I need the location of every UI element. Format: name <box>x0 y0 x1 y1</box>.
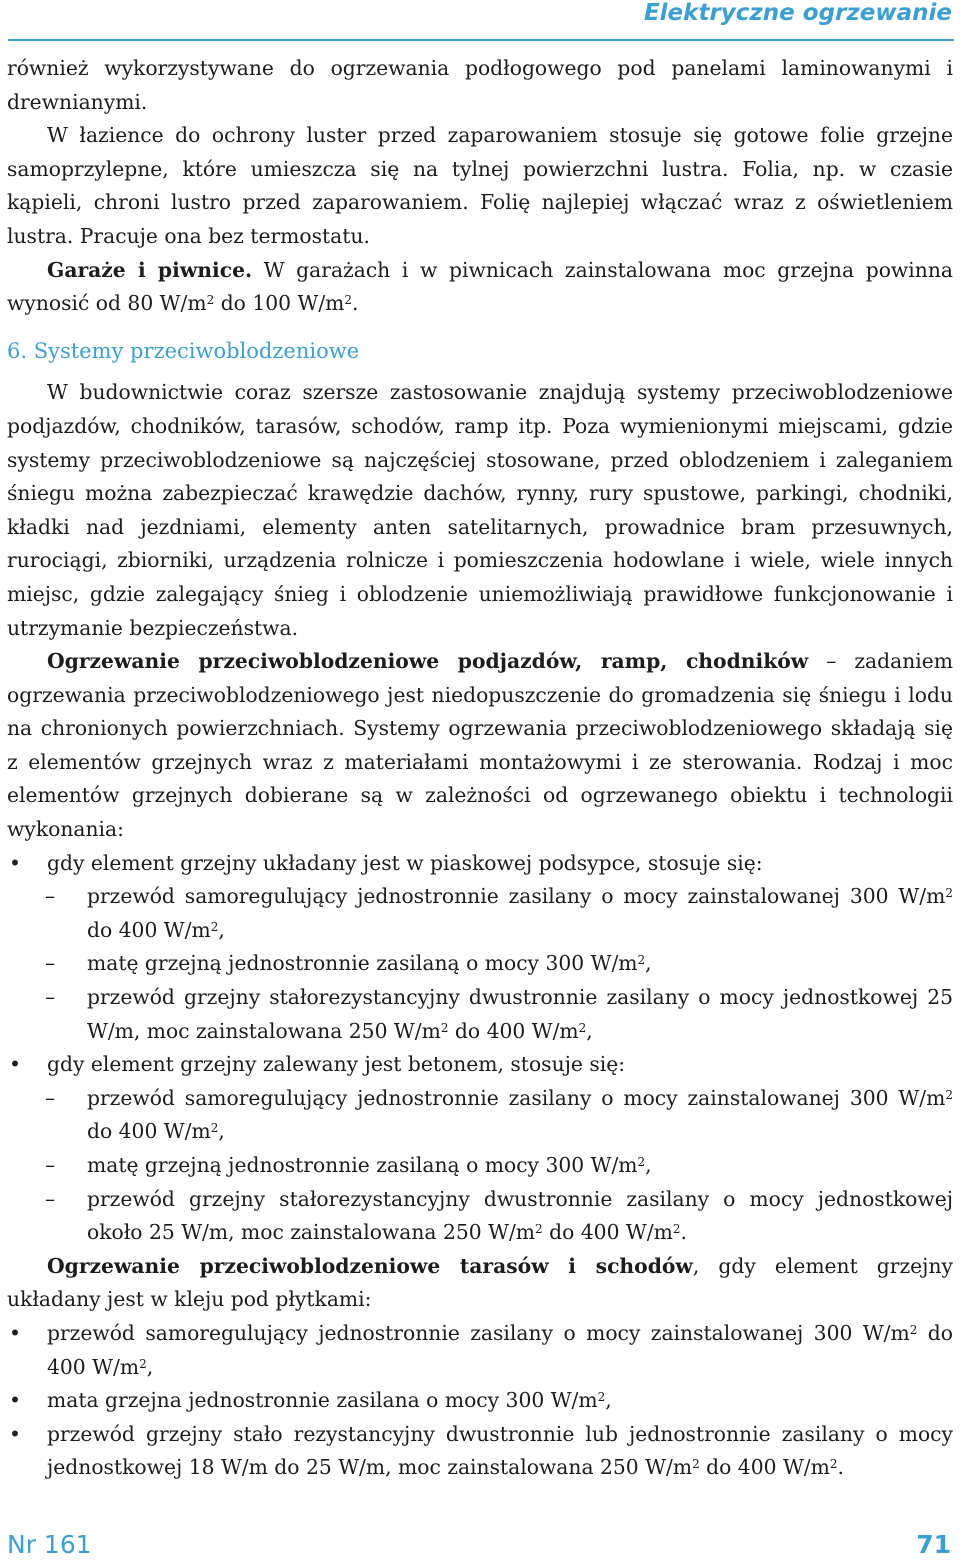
list-subitem <box>7 981 953 1048</box>
text: przewód samoregulujący jednostronnie zasilany o mocy zainstalowanej 300 W/m <box>87 884 946 909</box>
run-in-heading: Garaże i piwnice. <box>47 257 253 282</box>
text: gdy element grzejny układany jest w piaskowej podsypce, stosuje się: <box>47 850 763 875</box>
superscript: 2 <box>909 1322 918 1337</box>
superscript: 2 <box>945 886 953 901</box>
bullet-list <box>7 1317 953 1485</box>
text: przewód grzejny stałorezystancyjny dwustronnie zasilany o mocy jednostkowej około 25 W/m, moc zainstalowana 250 W/m <box>87 1186 953 1245</box>
list-item <box>7 847 953 881</box>
list-subitem <box>7 947 953 981</box>
list-item <box>7 1418 953 1485</box>
text: – zadaniem ogrzewania przeciwoblodzeniowego jest niedopuszczenie do gromadzenia się śniegu i lodu na chronionych powierzchniach. Systemy ogrzewania przeciwoblodzeniowego składają się z elementów grzejnych wraz z materiałami montażowymi i ze sterowania. Rodzaj i moc elementów grzejnych dobierane są w zależności od ogrzewanego obiektu i technologii wykonania: <box>7 649 953 842</box>
list-subitem <box>7 1183 953 1250</box>
text: . <box>680 1220 687 1245</box>
list-subitem <box>7 1082 953 1149</box>
text: matę grzejną jednostronnie zasilaną o mocy 300 W/m <box>87 1153 638 1177</box>
superscript: 2 <box>210 919 219 934</box>
text: przewód grzejny stałorezystancyjny dwustronnie zasilany o mocy jednostkowej 25 W/m, moc zainstalowana 250 W/m <box>87 985 953 1043</box>
superscript: 2 <box>672 1222 681 1237</box>
paragraph-garages <box>7 254 953 321</box>
text: , <box>605 1388 612 1413</box>
text: , <box>218 1119 225 1144</box>
text: . <box>837 1455 844 1480</box>
text: do 400 W/m <box>87 1119 211 1144</box>
superscript: 2 <box>210 1121 219 1136</box>
superscript: 2 <box>637 953 646 968</box>
paragraph-terraces <box>7 1250 953 1317</box>
text: do 400 W/m <box>47 1320 953 1379</box>
run-in-heading: Ogrzewanie przeciwoblodzeniowe podjazdów, ramp, chodników <box>47 649 809 674</box>
text: W garażach i w piwnicach zainstalowana moc grzejna powinna wynosić od 80 W/m <box>7 257 953 316</box>
text: , <box>586 1018 593 1043</box>
superscript: 2 <box>206 293 215 308</box>
text: przewód samoregulujący jednostronnie zasilany o mocy zainstalowanej 300 W/m <box>47 1320 910 1345</box>
text: . <box>352 291 359 316</box>
list-item <box>7 1384 953 1418</box>
text: , <box>218 917 225 942</box>
text: , gdy element grzejny układany jest w kleju pod płytkami: <box>7 1253 953 1312</box>
article-body <box>7 52 953 1485</box>
superscript: 2 <box>535 1222 543 1237</box>
superscript: 2 <box>440 1020 449 1035</box>
bullet-list <box>7 847 953 1250</box>
running-header: Elektryczne ogrzewanie <box>643 0 952 26</box>
list-item <box>7 1317 953 1384</box>
superscript: 2 <box>578 1020 587 1035</box>
text: przewód grzejny stało rezystancyjny dwustronnie lub jednostronnie zasilany o mocy jednostkowej 18 W/m do 25 W/m, moc zainstalowana 250 W/m <box>47 1421 953 1480</box>
run-in-heading: Ogrzewanie przeciwoblodzeniowe tarasów i schodów <box>47 1253 693 1278</box>
text: mata grzejna jednostronnie zasilana o mocy 300 W/m <box>47 1388 598 1413</box>
text: , <box>146 1354 154 1379</box>
paragraph: W łazience do ochrony luster przed zaparowaniem stosuje się gotowe folie grzejne samoprzylepne, które umieszcza się na tylnej powierzchni lustra. Folia, np. w czasie kąpieli, chroni lustro przed zaparowaniem. Folię najlepiej włączać wraz z oświetleniem lustra. Pracuje ona bez termostatu. <box>7 123 953 248</box>
text: , <box>645 951 652 976</box>
text: do 400 W/m <box>699 1455 830 1480</box>
superscript: 2 <box>139 1356 147 1371</box>
page-number: 71 <box>916 1530 951 1559</box>
list-item <box>7 1048 953 1082</box>
superscript: 2 <box>945 1087 953 1102</box>
superscript: 2 <box>637 1155 646 1169</box>
section-heading: 6. Systemy przeciwoblodzeniowe <box>7 338 360 363</box>
superscript: 2 <box>829 1457 838 1472</box>
superscript: 2 <box>597 1390 606 1405</box>
superscript: 2 <box>692 1457 700 1472</box>
issue-number: Nr 161 <box>7 1530 92 1559</box>
header-rule <box>8 39 954 41</box>
paragraph: W budownictwie coraz szersze zastosowanie znajdują systemy przeciwoblodzeniowe podjazdów, chodników, tarasów, schodów, ramp itp. Poza wymienionymi miejscami, gdzie systemy przeciwoblodzeniowe są najczęściej stosowane, przed oblodzeniem i zaleganiem śniegu można zabezpieczać krawędzie dachów, rynny, rury spustowe, parkingi, chodniki, kładki nad jezdniami, elementy anten satelitarnych, prowadnice bram przesuwnych, rurociągi, zbiorniki, urządzenia rolnicze i pomieszczenia hodowlane i wiele, wiele innych miejsc, gdzie zalegający śnieg i oblodzenie uniemożliwiają prawidłowe funkcjonowanie i utrzymanie bezpieczeństwa. <box>7 380 953 640</box>
text: , <box>645 1153 652 1177</box>
text: do 400 W/m <box>448 1018 579 1043</box>
text: matę grzejną jednostronnie zasilaną o mocy 300 W/m <box>87 951 638 976</box>
paragraph: również wykorzystywane do ogrzewania podłogowego pod panelami laminowanymi i drewnianymi. <box>7 56 953 114</box>
text: gdy element grzejny zalewany jest betonem, stosuje się: <box>47 1052 626 1077</box>
text: do 100 W/m <box>214 291 345 316</box>
text: do 400 W/m <box>542 1220 673 1245</box>
paragraph-driveways <box>7 645 953 847</box>
text: przewód samoregulujący jednostronnie zasilany o mocy zainstalowanej 300 W/m <box>87 1085 946 1110</box>
list-subitem <box>7 1149 953 1183</box>
superscript: 2 <box>344 293 353 308</box>
text: do 400 W/m <box>87 917 211 942</box>
list-subitem <box>7 880 953 947</box>
